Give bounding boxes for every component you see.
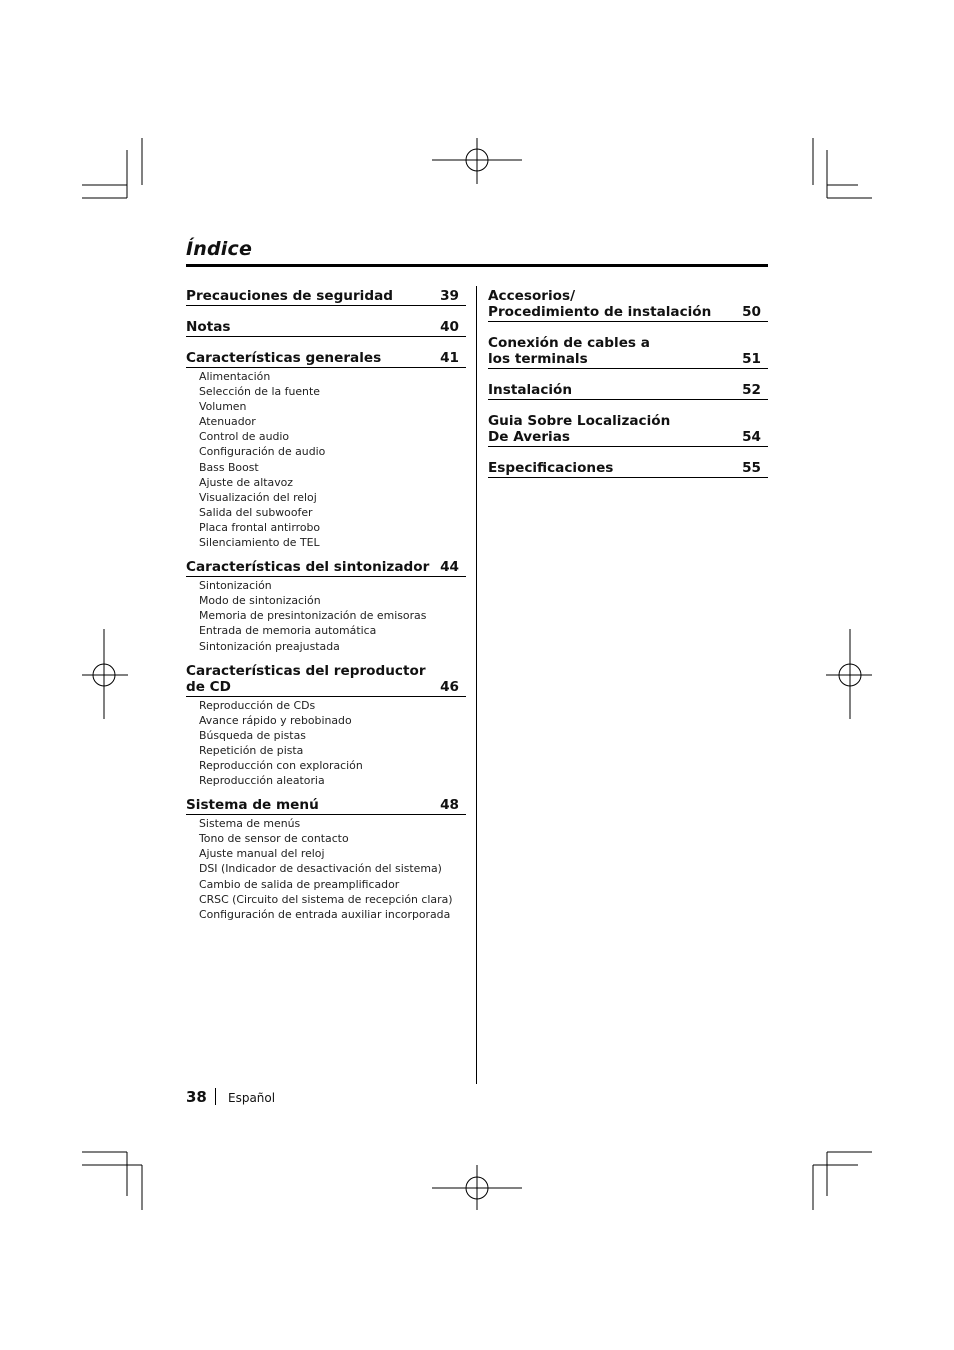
toc-subitem[interactable]: Configuración de entrada auxiliar incorporada xyxy=(199,907,451,921)
toc-entry-title xyxy=(488,413,733,445)
toc-entry-title-line2: De Averias xyxy=(488,429,570,445)
toc-right-column xyxy=(488,288,768,478)
toc-subitem[interactable]: Configuración de audio xyxy=(199,445,326,459)
toc-subitem-list xyxy=(186,816,466,922)
toc-section xyxy=(488,382,768,400)
toc-subitem[interactable]: Cambio de salida de preamplificador xyxy=(199,877,400,891)
toc-subitem[interactable]: Selección de la fuente xyxy=(199,385,320,399)
toc-subitem[interactable]: Sistema de menús xyxy=(199,817,301,831)
toc-entry-title-line1: Instalación xyxy=(488,382,573,398)
toc-entry-rule xyxy=(488,477,768,478)
toc-section xyxy=(186,350,466,550)
toc-entry-page: 50 xyxy=(742,304,761,320)
toc-entry-page: 39 xyxy=(440,288,459,304)
toc-subitem[interactable]: Sintonización preajustada xyxy=(199,639,340,653)
toc-entry[interactable] xyxy=(488,413,768,445)
toc-subitem-list xyxy=(186,578,466,653)
toc-entry-rule xyxy=(186,336,466,337)
toc-subitem[interactable]: Reproducción con exploración xyxy=(199,758,363,772)
column-divider xyxy=(476,286,477,1084)
toc-entry-page: 46 xyxy=(440,678,459,695)
toc-entry-title-line1: Precauciones de seguridad xyxy=(186,288,393,304)
toc-entry-page: 48 xyxy=(440,797,459,814)
toc-subitem[interactable]: Entrada de memoria automática xyxy=(199,624,377,638)
toc-entry-title-line1: Características del reproductor xyxy=(186,662,426,679)
toc-subitem-list xyxy=(186,698,466,789)
toc-subitem[interactable]: Avance rápido y rebobinado xyxy=(199,713,352,727)
footer-language: Español xyxy=(228,1091,276,1105)
toc-entry[interactable] xyxy=(488,382,768,398)
toc-entry-rule xyxy=(488,399,768,400)
toc-entry[interactable] xyxy=(186,319,466,335)
toc-subitem[interactable]: Sintonización xyxy=(199,579,272,593)
toc-entry-page: 41 xyxy=(440,350,459,366)
toc-entry-title-line1: Notas xyxy=(186,319,231,335)
toc-entry-rule xyxy=(186,814,466,815)
toc-entry-rule xyxy=(186,576,466,577)
toc-entry-title-line1: Accesorios/ xyxy=(488,288,576,304)
toc-section xyxy=(186,663,466,789)
toc-entry-title-line1: Especificaciones xyxy=(488,460,614,476)
toc-section xyxy=(186,559,466,653)
toc-entry-rule xyxy=(488,368,768,369)
toc-subitem[interactable]: Silenciamiento de TEL xyxy=(199,536,320,550)
toc-subitem[interactable]: Tono de sensor de contacto xyxy=(199,832,349,846)
toc-entry-page: 51 xyxy=(742,351,761,367)
toc-subitem[interactable]: Búsqueda de pistas xyxy=(199,728,306,742)
toc-subitem[interactable]: Visualización del reloj xyxy=(199,490,317,504)
toc-entry-title xyxy=(186,350,431,366)
toc-entry[interactable] xyxy=(488,288,768,320)
toc-subitem[interactable]: Salida del subwoofer xyxy=(199,505,313,519)
toc-entry-title xyxy=(488,335,733,367)
toc-section xyxy=(488,413,768,447)
toc-subitem[interactable]: Repetición de pista xyxy=(199,743,304,757)
toc-subitem[interactable]: Modo de sintonización xyxy=(199,594,321,608)
toc-subitem[interactable]: Ajuste de altavoz xyxy=(199,475,294,489)
toc-entry-page: 40 xyxy=(440,319,459,335)
toc-entry-title xyxy=(488,288,733,320)
toc-subitem[interactable]: Atenuador xyxy=(199,415,256,429)
toc-subitem[interactable]: Volumen xyxy=(199,400,247,414)
toc-entry[interactable] xyxy=(186,288,466,304)
toc-entry-title-line2: de CD xyxy=(186,678,231,695)
toc-subitem-list xyxy=(186,369,466,550)
toc-entry-rule xyxy=(186,367,466,368)
toc-entry-title xyxy=(488,382,733,398)
toc-subitem[interactable]: DSI (Indicador de desactivación del sistema) xyxy=(199,862,442,876)
toc-left-column xyxy=(186,288,466,922)
toc-entry-title-line1: Sistema de menú xyxy=(186,797,319,814)
toc-section xyxy=(488,288,768,322)
toc-entry-rule xyxy=(488,321,768,322)
toc-entry-title-line1: Conexión de cables a xyxy=(488,335,650,351)
toc-subitem[interactable]: CRSC (Circuito del sistema de recepción clara) xyxy=(199,892,453,906)
toc-subitem[interactable]: Bass Boost xyxy=(199,460,259,474)
toc-entry-page: 54 xyxy=(742,429,761,445)
toc-entry[interactable] xyxy=(186,350,466,366)
toc-entry-title xyxy=(186,797,431,813)
toc-entry-rule xyxy=(186,696,466,697)
page-title: Índice xyxy=(186,238,253,260)
toc-entry-title-line1: Características del sintonizador xyxy=(186,559,430,576)
toc-entry-title xyxy=(186,559,431,575)
title-underline xyxy=(186,264,768,267)
toc-entry-rule xyxy=(488,446,768,447)
footer-separator xyxy=(215,1088,216,1105)
toc-entry-title-line1: Características generales xyxy=(186,350,382,366)
toc-entry-page: 52 xyxy=(742,382,761,398)
toc-entry-page: 44 xyxy=(440,559,459,576)
toc-entry-title-line1: Guia Sobre Localización xyxy=(488,413,671,429)
toc-subitem[interactable]: Reproducción de CDs xyxy=(199,698,316,712)
toc-entry-title xyxy=(488,460,733,476)
toc-section xyxy=(186,797,466,922)
toc-section xyxy=(488,460,768,478)
toc-entry-rule xyxy=(186,305,466,306)
toc-section xyxy=(488,335,768,369)
toc-section xyxy=(186,288,466,306)
toc-entry-title xyxy=(186,663,431,695)
toc-entry[interactable] xyxy=(186,663,466,695)
toc-entry-page: 55 xyxy=(742,460,761,476)
toc-section xyxy=(186,319,466,337)
toc-entry[interactable] xyxy=(488,460,768,476)
toc-entry-title xyxy=(186,319,431,335)
toc-subitem[interactable]: Memoria de presintonización de emisoras xyxy=(199,609,427,623)
toc-subitem[interactable]: Control de audio xyxy=(199,430,290,444)
toc-subitem[interactable]: Reproducción aleatoria xyxy=(199,774,325,788)
toc-subitem[interactable]: Placa frontal antirrobo xyxy=(199,520,321,534)
toc-entry-title-line2: Procedimiento de instalación xyxy=(488,304,712,320)
toc-subitem[interactable]: Ajuste manual del reloj xyxy=(199,847,325,861)
page-number: 38 xyxy=(186,1088,207,1106)
toc-entry-title-line2: los terminals xyxy=(488,351,588,367)
toc-subitem[interactable]: Alimentación xyxy=(199,370,271,383)
toc-entry[interactable] xyxy=(488,335,768,367)
toc-entry[interactable] xyxy=(186,797,466,813)
toc-entry[interactable] xyxy=(186,559,466,575)
toc-entry-title xyxy=(186,288,431,304)
